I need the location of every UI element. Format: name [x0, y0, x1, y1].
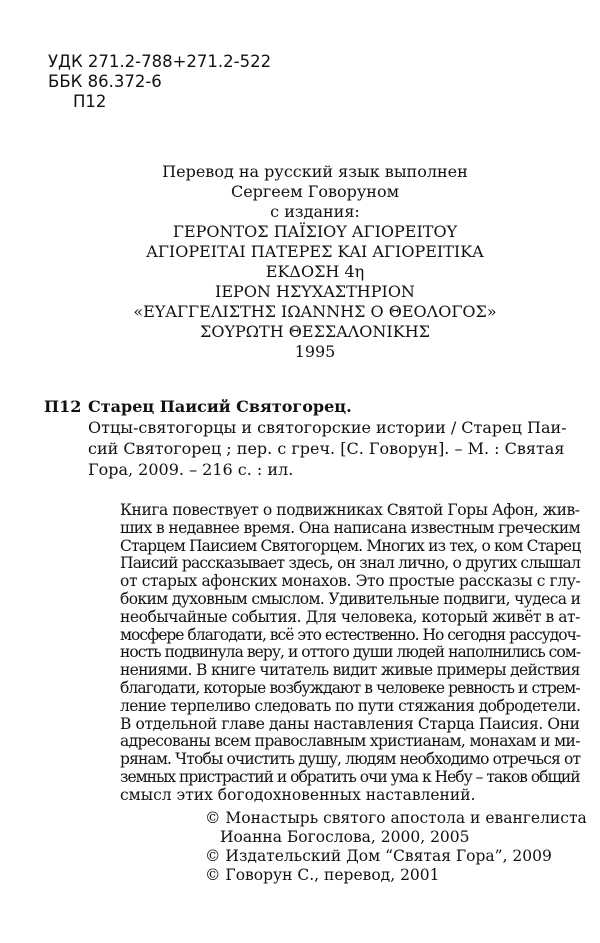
- original-publisher: ΙΕΡΟΝ ΗΣΥΧΑΣΤΗΡΙΟΝ: [215, 282, 415, 301]
- annotation-line: ших в недавнее время. Она написана известным греческим: [120, 518, 581, 537]
- annotation-line: Книга повествует о подвижниках Святой Горы Афон, жив-: [120, 501, 580, 519]
- translator-name: Сергеем Говоруном: [230, 182, 400, 201]
- annotation-line: смысл этих богодохновенных наставлений.: [120, 785, 476, 804]
- catalog-entry: [44, 396, 580, 480]
- catalog-line: сий Святогорец ; пер. с греч. [С. Говорун]. – М. : Святая: [88, 439, 565, 458]
- copyright-block: [205, 809, 587, 885]
- annotation-line: мосфере благодати, всё это естественно. Но сегодня рассудоч-: [120, 625, 581, 644]
- annotation-line: благодати, которые возбуждают в человеке ревность и стрем-: [120, 678, 580, 697]
- translation-note: [60, 162, 570, 362]
- annotation-line: Старцем Паисием Святогорцем. Многих из тех, о ком Старец: [120, 536, 581, 555]
- udk-index: УДК 271.2-788+271.2-522: [48, 52, 272, 71]
- annotation-line: необычайные события. Для человека, который живёт в ат-: [120, 607, 580, 626]
- author-sign: П12: [73, 92, 107, 111]
- annotation-line: адресованы всем православным христианам, монахам и ми-: [120, 732, 580, 751]
- copyright-line: © Говорун С., перевод, 2001: [205, 866, 440, 884]
- catalog-line: Отцы-святогорцы и святогорские истории / Старец Паи-: [88, 418, 567, 437]
- annotation: [120, 502, 580, 805]
- catalog-code: П12: [44, 397, 82, 416]
- original-publisher: «ΕΥΑΓΓΕΛΙΣΤΗΣ ΙΩΑΝΝΗΣ Ο ΘΕΟΛΟΓΟΣ»: [133, 302, 497, 321]
- catalog-line: Гора, 2009. – 216 с. : ил.: [88, 460, 294, 479]
- copyright-line: © Монастырь святого апостола и евангелиста: [205, 809, 587, 827]
- annotation-line: земных пристрастий и обратить очи ума к Небу – таков общий: [120, 767, 580, 786]
- catalog-title: Старец Паисий Святогорец.: [88, 397, 352, 416]
- annotation-line: боким духовным смыслом. Удивительные подвиги, чудеса и: [120, 589, 581, 608]
- copyright-line: Иоанна Богослова, 2000, 2005: [220, 828, 470, 846]
- annotation-line: ность подвинула веру, и оттого души людей наполнились сом-: [120, 643, 581, 662]
- original-edition: ΕΚΔΟΣΗ 4η: [265, 262, 365, 281]
- annotation-line: Паисий рассказывает здесь, он знал лично, о других слышал: [120, 554, 581, 573]
- annotation-line: В отдельной главе даны наставления Старца Паисия. Они: [120, 714, 580, 733]
- original-place: ΣΟΥΡΩΤΗ ΘΕΣΣΑΛΟΝΙΚΗΣ: [200, 322, 430, 341]
- original-year: 1995: [294, 342, 336, 361]
- translation-line: Перевод на русский язык выполнен: [162, 162, 468, 181]
- bbk-index: ББК 86.372-6: [48, 72, 162, 91]
- translation-line: с издания:: [270, 202, 360, 221]
- original-author: ΓΕΡΟΝΤΟΣ ΠΑΪΣΙΟΥ ΑΓΙΟΡΕΙΤΟΥ: [172, 222, 458, 241]
- copyright-line: © Издательский Дом “Святая Гора”, 2009: [205, 847, 552, 865]
- annotation-line: рянам. Чтобы очистить душу, людям необходимо отречься от: [120, 750, 581, 769]
- annotation-line: ление терпеливо следовать по пути стяжания добродетели.: [120, 696, 581, 715]
- original-title: ΑΓΙΟΡΕΙΤΑΙ ΠΑΤΕΡΕΣ ΚΑΙ ΑΓΙΟΡΕΙΤΙΚΑ: [146, 242, 484, 261]
- annotation-line: нениями. В книге читатель видит живые примеры действия: [120, 661, 580, 680]
- annotation-line: от старых афонских монахов. Это простые рассказы с глу-: [120, 572, 581, 591]
- classification-block: [48, 52, 271, 112]
